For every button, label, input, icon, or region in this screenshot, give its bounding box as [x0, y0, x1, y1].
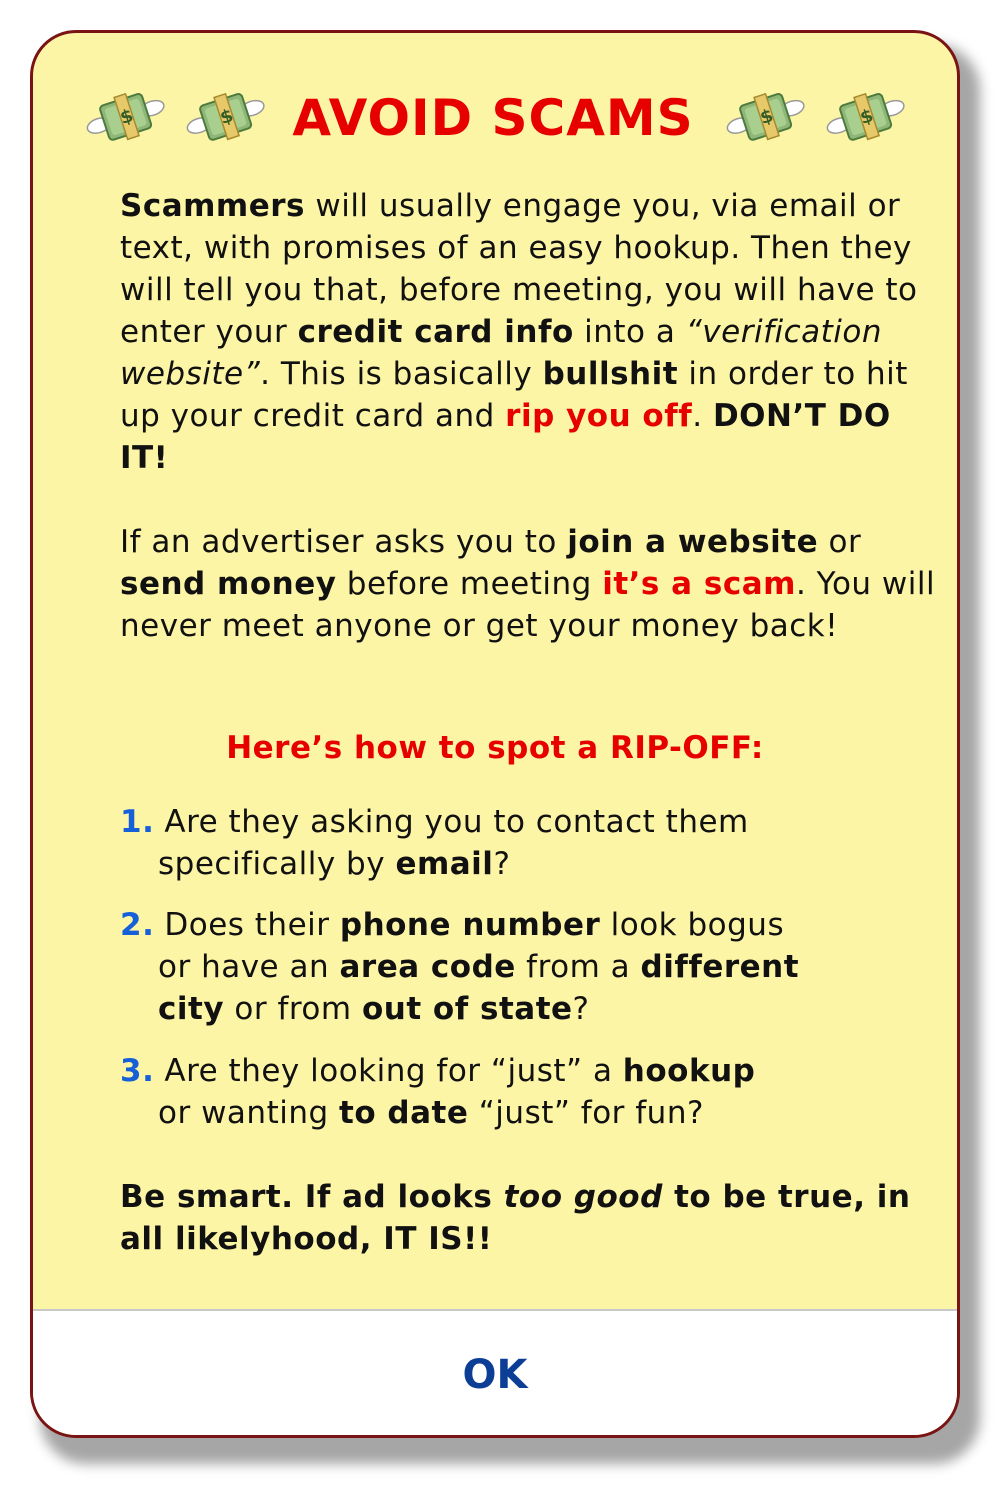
- paragraph-text: DON’T DO IT!: [120, 398, 891, 476]
- scam-warning-dialog: [30, 30, 960, 1438]
- list-number: 2.: [120, 907, 155, 943]
- dialog-content: [33, 33, 957, 1309]
- svg-text:$: $: [857, 105, 876, 129]
- dialog-footer: [33, 1309, 957, 1438]
- svg-text:$: $: [117, 105, 136, 129]
- list-text: phone number: [339, 907, 601, 943]
- dialog-title: AVOID SCAMS: [292, 89, 694, 147]
- list-text: Are they looking for “just” a: [164, 1053, 623, 1089]
- list-text: to date: [339, 1095, 469, 1131]
- list-text: or have an: [158, 949, 340, 985]
- closing-warning: [120, 1176, 940, 1260]
- list-number: 3.: [120, 1053, 155, 1089]
- list-item: [120, 801, 940, 885]
- closing-text: to be true, in all likelyhood, IT IS!!: [120, 1179, 911, 1257]
- money-with-wings-icon: [823, 73, 907, 157]
- paragraph-text: join a website: [567, 524, 819, 560]
- ripoff-subheading: Here’s how to spot a RIP-OFF:: [226, 730, 764, 766]
- paragraph-text: will usually engage you, via email or text, with promises of an easy hookup. Then they will tell you that, before meeting, you will have to enter your: [120, 188, 918, 350]
- paragraph-text: If an advertiser asks you to: [120, 524, 568, 560]
- advertiser-paragraph: [120, 521, 940, 647]
- paragraph-text: in order to hit up your credit card and: [120, 356, 908, 434]
- money-with-wings-icon: [83, 73, 167, 157]
- money-with-wings-icon: [183, 73, 267, 157]
- paragraph-text: “verification website”: [120, 314, 883, 392]
- list-item: [120, 1050, 940, 1134]
- paragraph-text: into a: [573, 314, 686, 350]
- list-text: look bogus: [600, 907, 785, 943]
- paragraph-text: . This is basically: [260, 356, 543, 392]
- paragraph-text: Scammers: [120, 188, 305, 224]
- list-text: city: [158, 991, 225, 1027]
- paragraph-text: before meeting: [336, 566, 603, 602]
- money-with-wings-icon: [723, 73, 807, 157]
- closing-text: Be smart. If ad looks: [120, 1179, 504, 1215]
- list-text: “just” for fun?: [468, 1095, 704, 1131]
- list-text: out of state: [361, 991, 573, 1027]
- list-text: area code: [339, 949, 516, 985]
- closing-text: too good: [503, 1179, 663, 1215]
- list-text: email: [395, 846, 494, 882]
- list-text: hookup: [622, 1053, 756, 1089]
- list-item: [120, 904, 940, 1030]
- list-text: different: [640, 949, 800, 985]
- list-number: 1.: [120, 804, 155, 840]
- list-text: Does their: [164, 907, 340, 943]
- paragraph-text: send money: [120, 566, 337, 602]
- paragraph-text: bullshit: [542, 356, 679, 392]
- list-text: specifically by: [158, 846, 396, 882]
- list-text: ?: [493, 846, 511, 882]
- paragraph-text: . You will never meet anyone or get your money back!: [120, 566, 936, 644]
- paragraph-text: or: [818, 524, 862, 560]
- scammer-paragraph: [120, 185, 940, 479]
- paragraph-text: it’s a scam: [602, 566, 796, 602]
- list-text: or from: [224, 991, 362, 1027]
- paragraph-text: .: [692, 398, 713, 434]
- list-text: from a: [515, 949, 641, 985]
- title-row: [33, 73, 957, 163]
- svg-text:$: $: [217, 105, 236, 129]
- ok-button[interactable]: OK: [33, 1351, 957, 1399]
- paragraph-text: rip you off: [505, 398, 693, 434]
- paragraph-text: credit card info: [297, 314, 574, 350]
- list-text: Are they asking you to contact them: [164, 804, 749, 840]
- svg-text:$: $: [757, 105, 776, 129]
- list-text: ?: [572, 991, 590, 1027]
- list-text: or wanting: [158, 1095, 340, 1131]
